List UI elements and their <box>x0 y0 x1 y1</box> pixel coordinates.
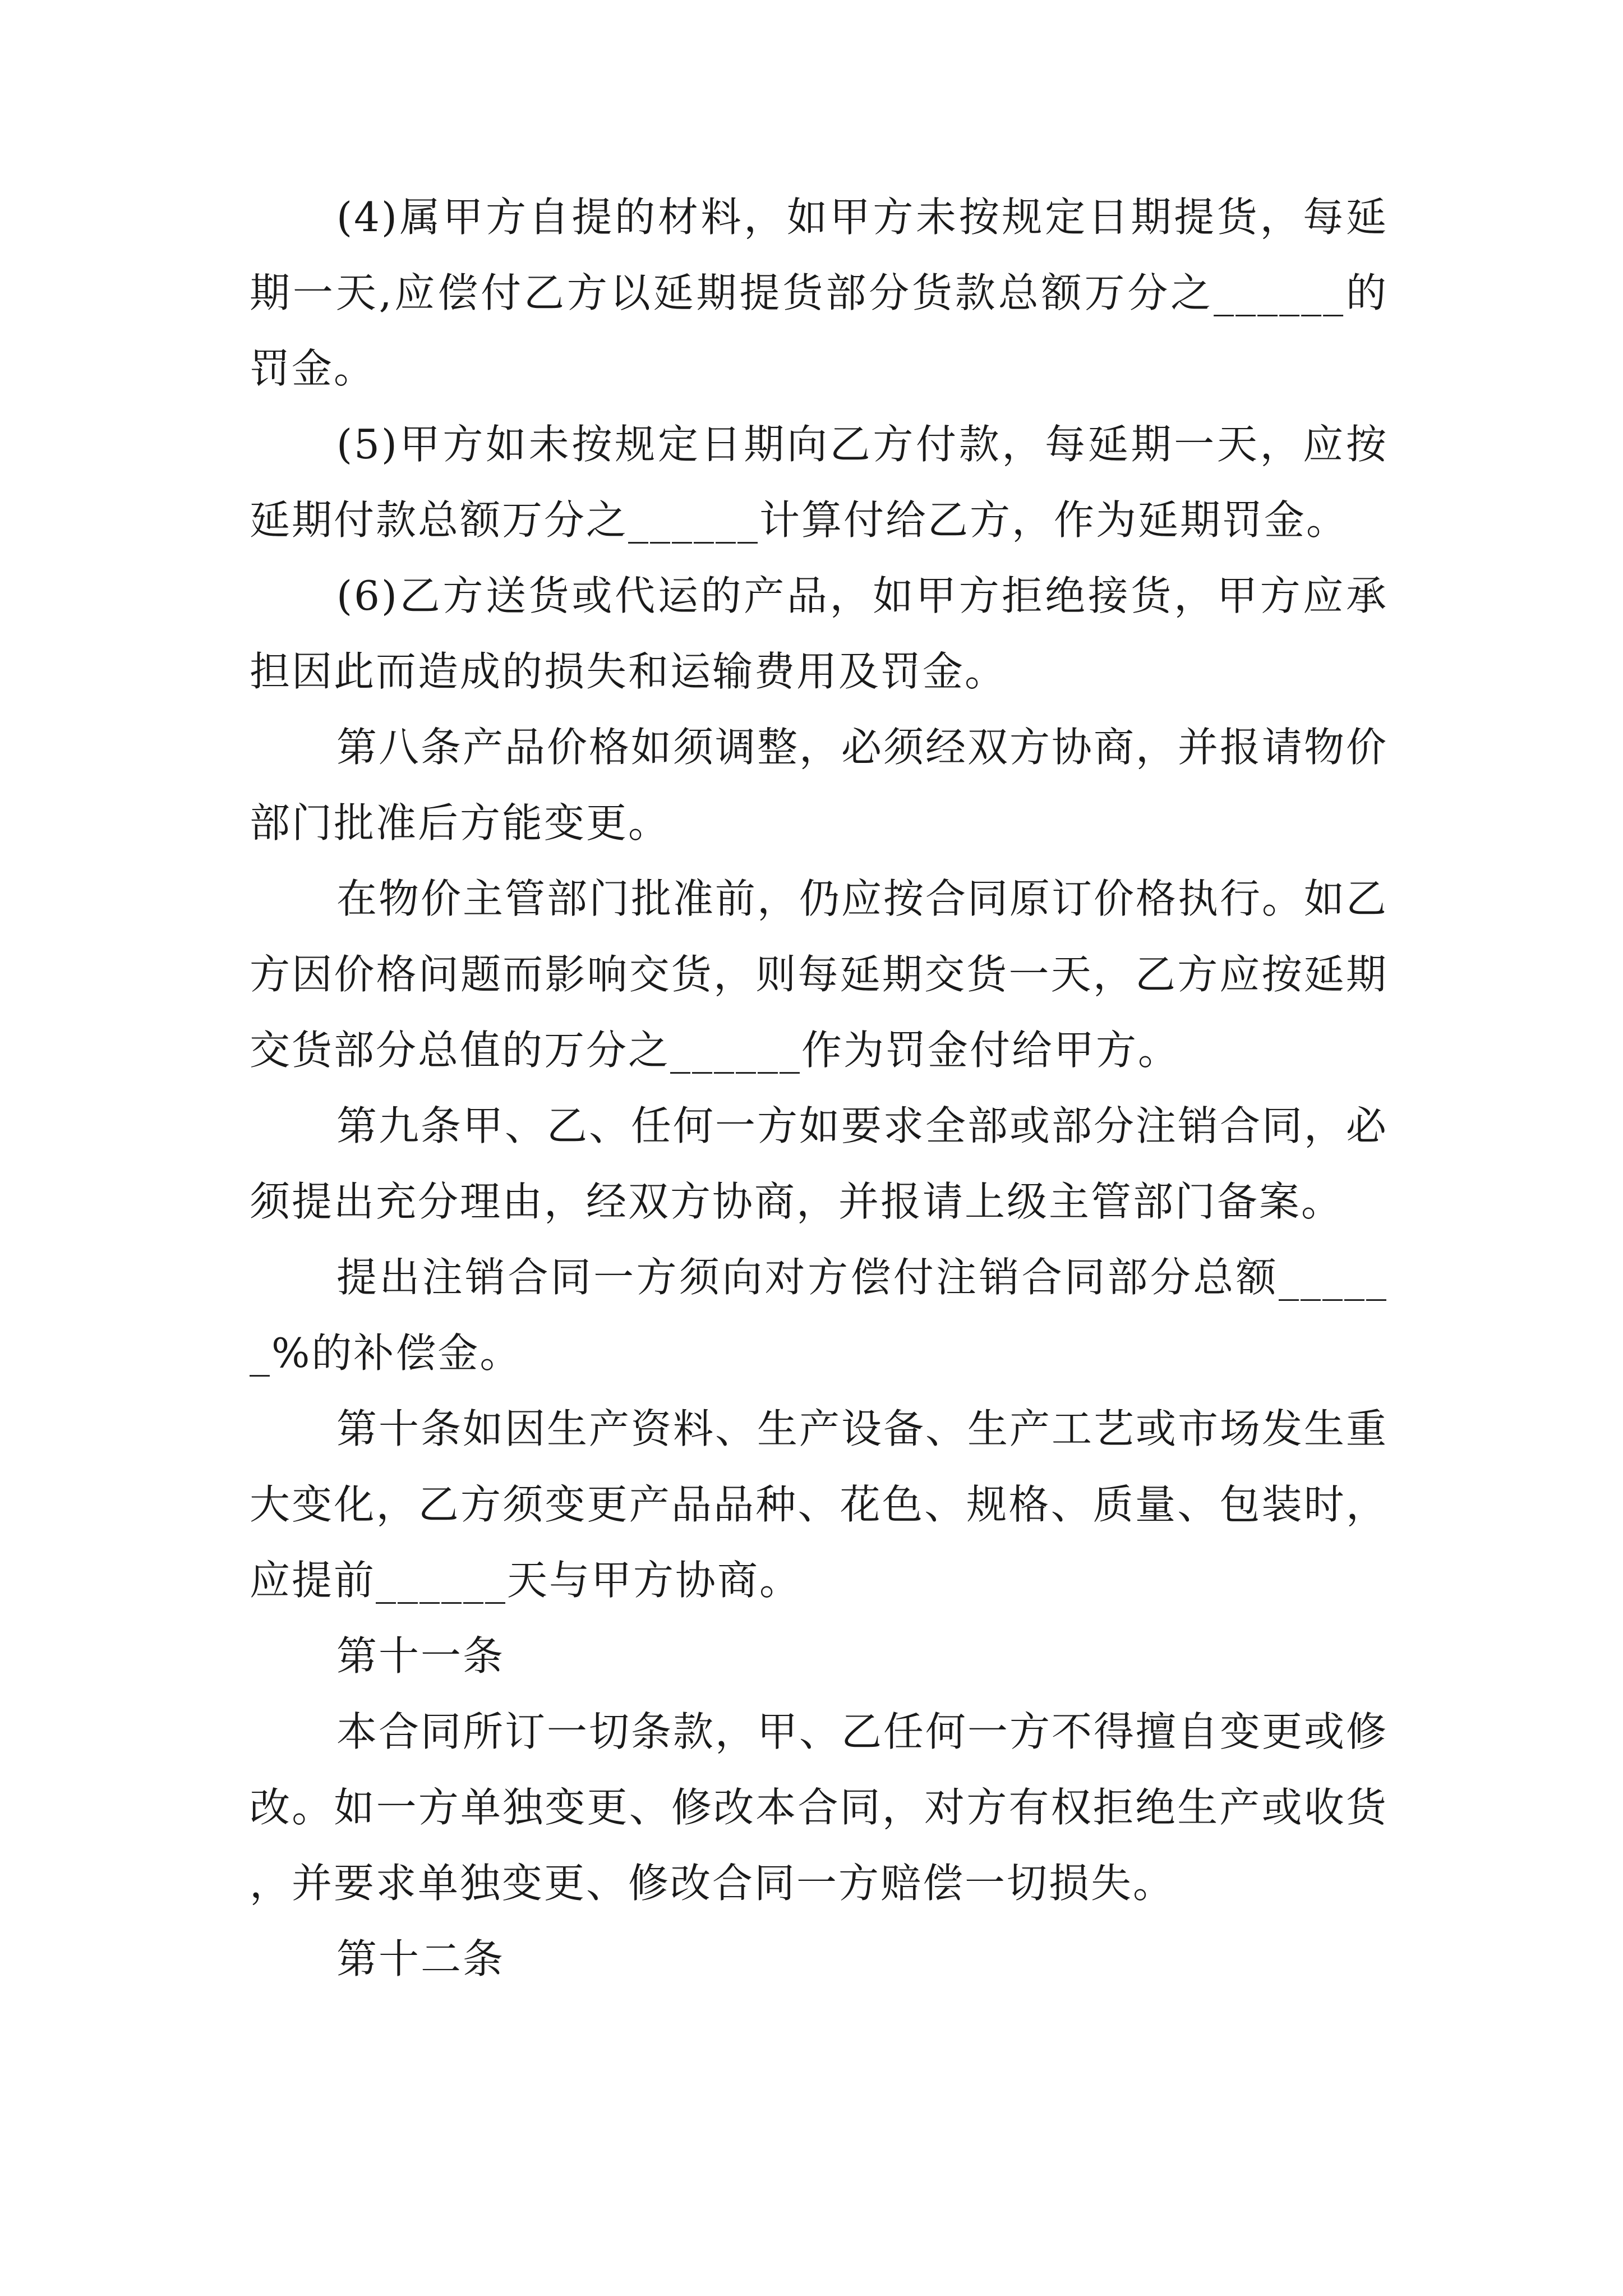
article-11-heading: 第十一条 <box>336 1632 505 1680</box>
article-12-heading: 第十二条 <box>336 1935 505 1982</box>
article-9-cancellation-compensation: 提出注销合同一方须向对方偿付注销合同部分总额______%的补偿金。 <box>250 1254 1388 1377</box>
article-10-product-change: 第十条如因生产资料、生产设备、生产工艺或市场发生重大变化，乙方须变更产品品种、花色、规格、质量、包装时，应提前______天与甲方协商。 <box>250 1405 1389 1604</box>
paragraph-6-refused-delivery: (6)乙方送货或代运的产品，如甲方拒绝接货，甲方应承担因此而造成的损失和运输费用及罚金。 <box>250 572 1388 695</box>
article-11-body: 本合同所订一切条款，甲、乙任何一方不得擅自变更或修改。如一方单独变更、修改本合同，对方有权拒绝生产或收货，并要求单独变更、修改合同一方赔偿一切损失。 <box>250 1708 1389 1907</box>
article-8-price-adjustment: 第八条产品价格如须调整，必须经双方协商，并报请物价部门批准后方能变更。 <box>250 724 1389 846</box>
document-body <box>250 180 1388 1997</box>
paragraph-5-late-payment-penalty: (5)甲方如未按规定日期向乙方付款，每延期一天，应按延期付款总额万分之______计算付给乙方，作为延期罚金。 <box>250 421 1388 544</box>
article-8-price-before-approval: 在物价主管部门批准前，仍应按合同原订价格执行。如乙方因价格问题而影响交货，则每延期交货一天，乙方应按延期交货部分总值的万分之______作为罚金付给甲方。 <box>250 875 1389 1074</box>
paragraph-4-self-pickup-penalty: (4)属甲方自提的材料，如甲方未按规定日期提货，每延期一天,应偿付乙方以延期提货部分货款总额万分之______的罚金。 <box>250 194 1388 392</box>
article-9-contract-cancellation: 第九条甲、乙、任何一方如要求全部或部分注销合同，必须提出充分理由，经双方协商，并报请上级主管部门备案。 <box>250 1102 1389 1225</box>
